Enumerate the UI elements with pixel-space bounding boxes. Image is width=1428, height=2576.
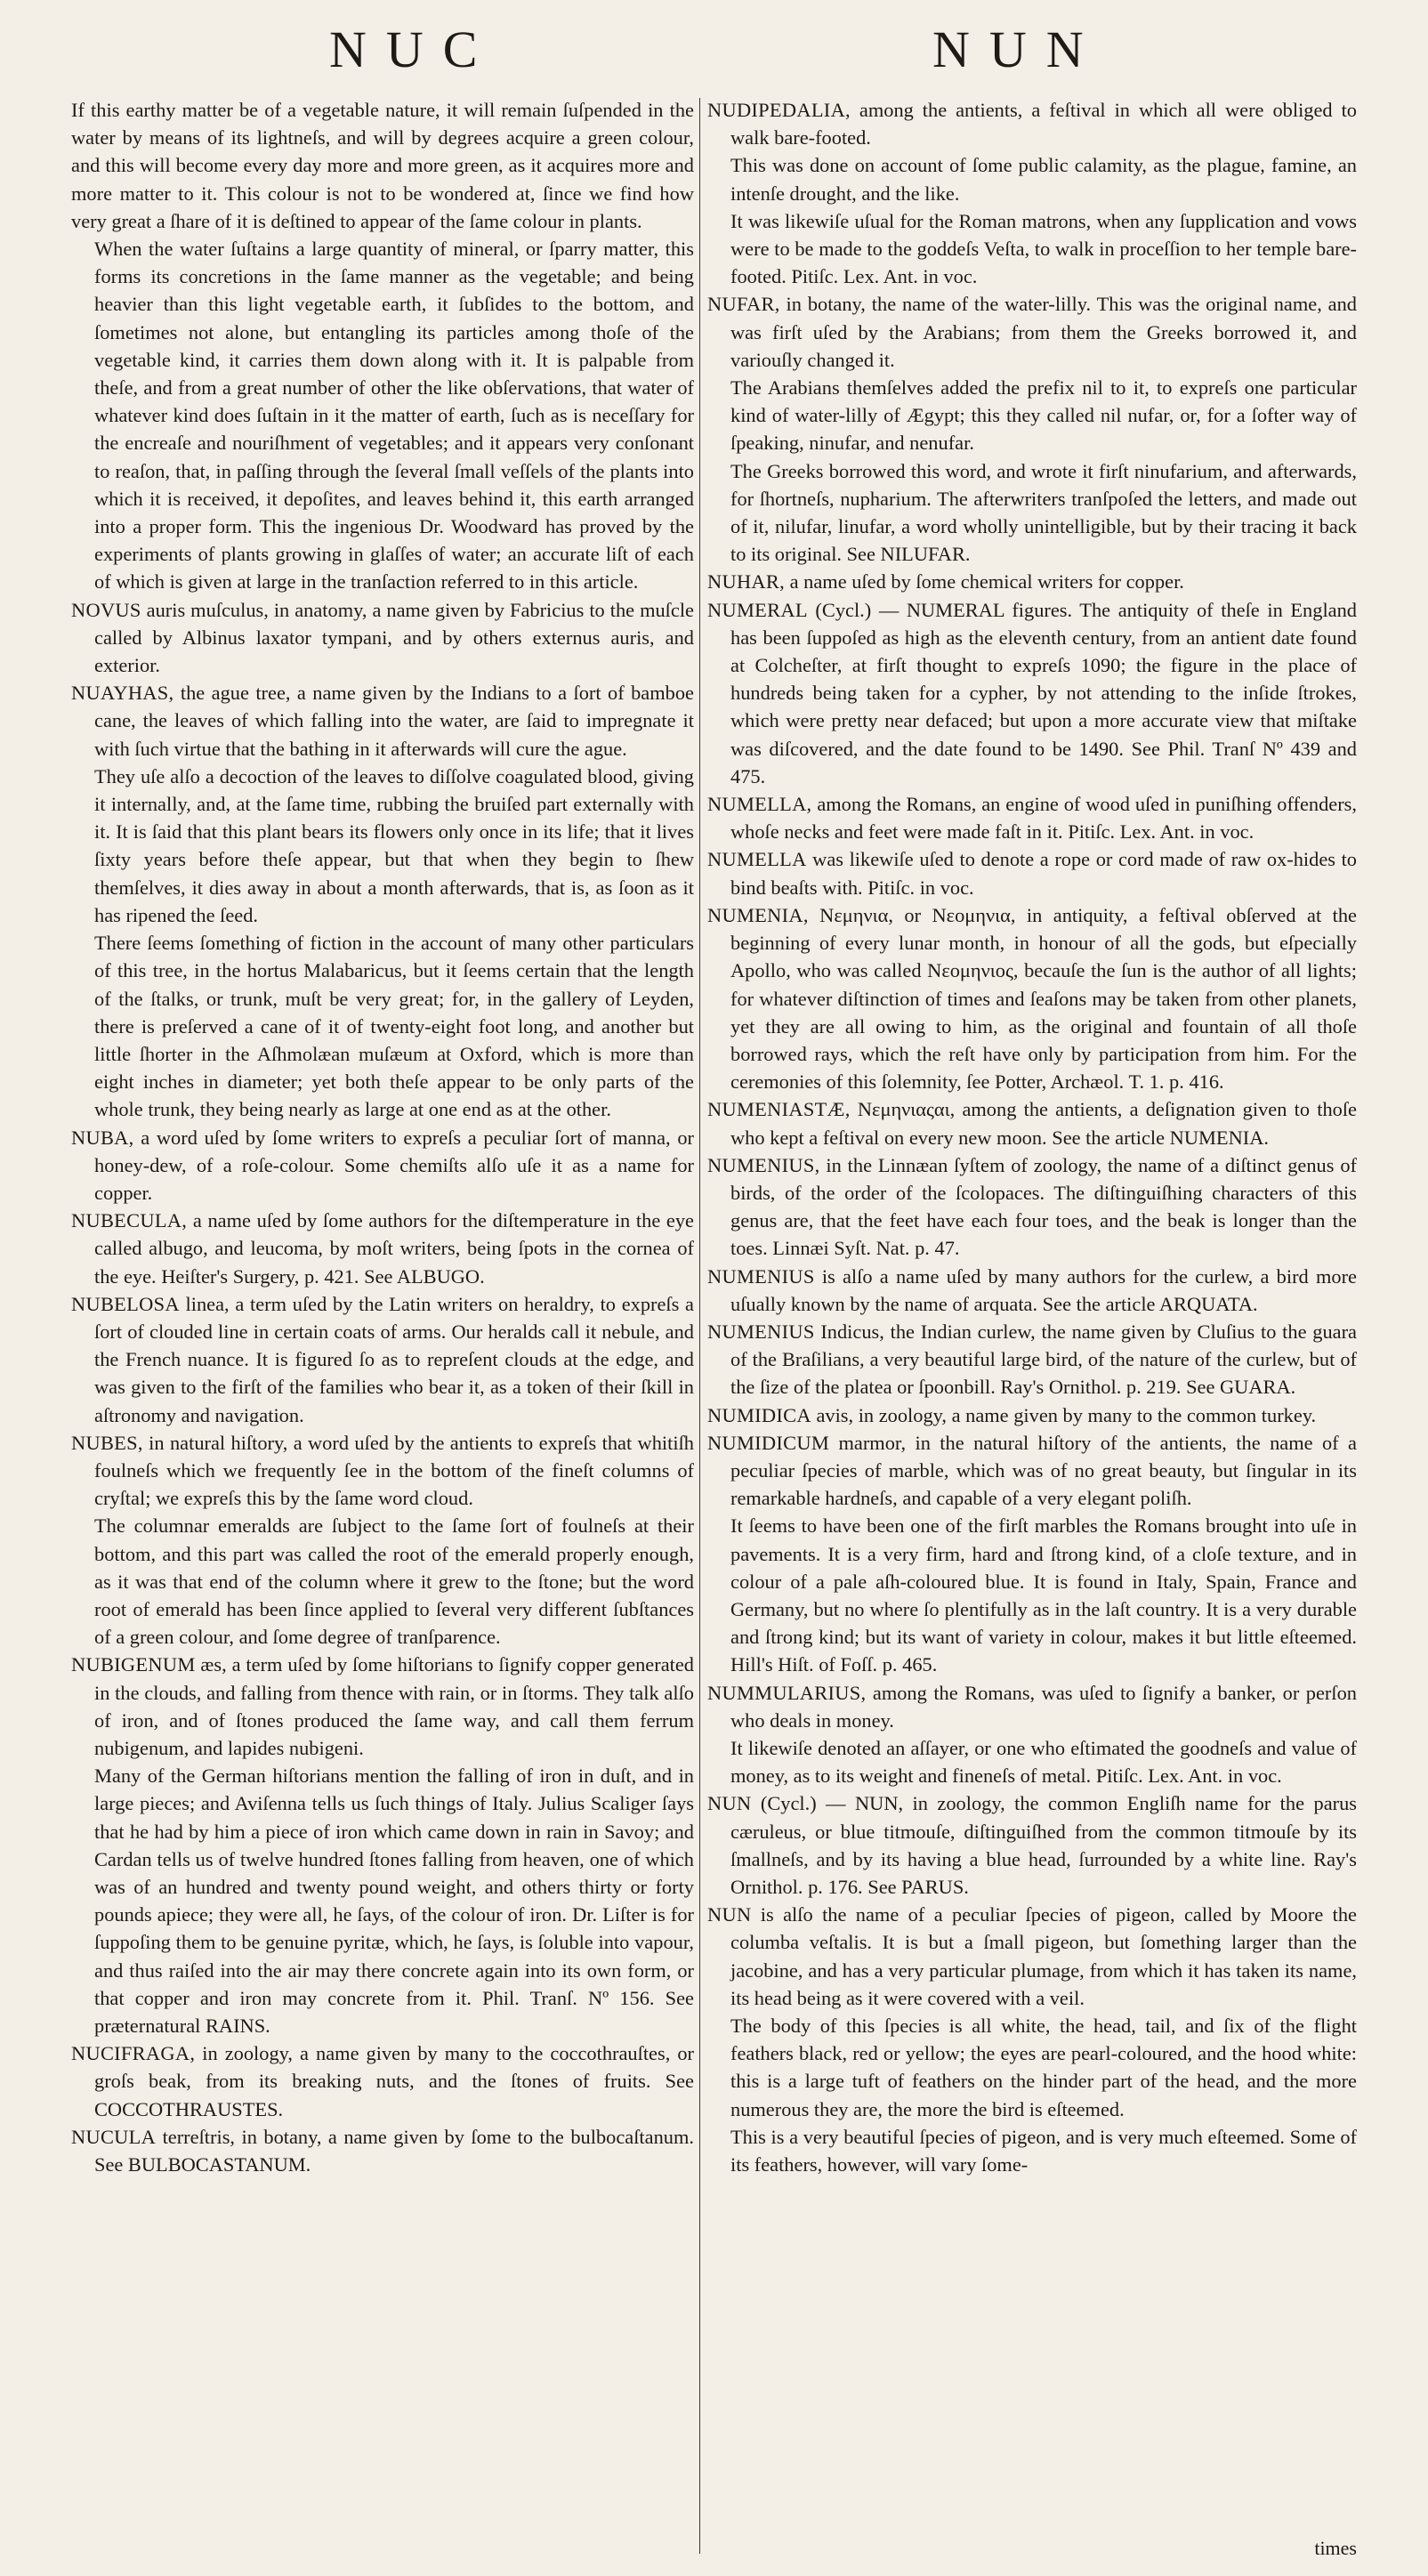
entry-headword: NUMERAL	[707, 598, 808, 621]
entry-text: marmor, in the natural hiſtory of the antients, the name of a peculiar ſpecies of marble, which was of no great beauty, but ſingular in its remarkable hardneſs, and capable of a very elegant poliſh.	[730, 1431, 1357, 1510]
dictionary-entry	[707, 568, 1357, 595]
dictionary-entry	[707, 1429, 1357, 1513]
entry-headword: NUMELLA,	[707, 793, 812, 816]
entry-paragraph: It was likewiſe uſual for the Roman matrons, when any ſupplication and vows were to be made to the goddeſs Veſta, to walk in proceſſion to her temple bare-footed. Pitiſc. Lex. Ant. in voc.	[730, 209, 1357, 288]
entry-headword: NUAYHAS,	[71, 682, 174, 705]
dictionary-entry	[707, 790, 1357, 845]
right-column	[707, 96, 1357, 2178]
entry-paragraph: It ſeems to have been one of the firſt marbles the Romans brought into uſe in pavements. It is a very firm, hard and ſtrong kind, of a cloſe texture, and in colour of a pale aſh-coloured blue. It is found in Italy, Spain, France and Germany, but no where ſo plentifully as in the laſt country. It is a very durable and ſtrong kind; but its want of variety in colour, makes it but little eſteemed. Hill's Hiſt. of Foſſ. p. 465.	[730, 1514, 1357, 1676]
entry-headword: NUMENIUS	[707, 1320, 815, 1343]
entry-text: æs, a term uſed by ſome hiſtorians to ſignify copper generated in the clouds, and falling from thence with rain, or in ſtorms. They talk alſo of iron, and of ſtones produced the ſame way, and call them ferrum nubigenum, and lapides nubigeni.	[94, 1653, 694, 1759]
entry-text: among the Romans, was uſed to ſignify a banker, or perſon who deals in money.	[730, 1681, 1357, 1732]
entry-text: in the Linnæan ſyſtem of zoology, the name of a diſtinct genus of birds, of the order of the ſcolopaces. The diſtinguiſhing characters of this genus are, that the feet have each four toes, and the beak is longer than the toes. Linnæi Syſt. Nat. p. 47.	[730, 1153, 1357, 1260]
entry-paragraph: When the water ſuſtains a large quantity of mineral, or ſparry matter, this forms its concretions in the ſame manner as the vegetable; and being heavier than this light vegetable earth, it ſubſides to the bottom, and ſometimes not alone, but entangling its particles among thoſe of the vegetable kind, it carries them down along with it. It is palpable from theſe, and from a great number of other the like obſervations, that water of whatever kind does ſuſtain in it the matter of earth, ſuch as is neceſſary for the encreaſe and nouriſhment of vegetables; and it appears very conſonant to reaſon, that, in paſſing through the ſeveral ſmall veſſels of the plants into which it is received, it depoſites, and leaves behind it, this earth arranged into a proper form. This the ingenious Dr. Woodward has proved by the experiments of plants growing in glaſſes of water; an accurate liſt of each of which is given at large in the tranſaction referred to in this article.	[94, 238, 694, 594]
dictionary-entry	[707, 1901, 1357, 2012]
entry-text: is alſo the name of a peculiar ſpecies of pigeon, called by Moore the columba veſtalis. It is but a ſmall pigeon, but ſomething larger than the jacobine, and has a very particular plumage, from which it has taken its name, its head being as it were covered with a veil.	[730, 1903, 1357, 2009]
dictionary-entry	[707, 1263, 1357, 1318]
left-column	[71, 96, 694, 2178]
entry-paragraph: There ſeems ſomething of fiction in the account of many other particulars of this tree, in the hortus Malabaricus, but it ſeems certain that the length of the ſtalks, or trunk, muſt be very great; for, in the gallery of Leyden, there is preſerved a cane of it of twenty-eight foot long, and another but little ſhorter in the Aſhmolæan muſæum at Oxford, which is more than eight inches in diameter; yet both theſe appear to be only parts of the whole trunk, they being nearly as large at one end as at the other.	[94, 932, 694, 1121]
dictionary-entry	[71, 2039, 694, 2123]
entry-paragraph: Many of the German hiſtorians mention the falling of iron in duſt, and in large pieces; and Aviſenna tells us ſuch things of Italy. Julius Scaliger ſays that he had by him a piece of iron which came down in rain in Savoy; and Cardan tells us of twelve hundred ſtones falling from heaven, one of which was of an hundred and twenty pound weight, and others thirty or forty pounds apiece; they were all, he ſays, of the colour of iron. Dr. Liſter is for ſuppoſing them to be genuine pyritæ, which, he ſays, is ſoluble into vapour, and thus raiſed into the air may there concrete again into its own form, or that copper and iron may concrete from it. Phil. Tranſ. Nº 156. See præternatural RAINS.	[94, 1764, 694, 2038]
entry-text: (Cycl.) — NUMERAL figures. The antiquity of theſe in England has been ſuppoſed as high as the eleventh century, from an antient date found at Colcheſter, at firſt thought to expreſs 1090; the figure in the place of hundreds being taken for a cypher, by not attending to the inſide ſtrokes, which were pretty near defaced; but upon a more accurate view that miſtake was diſcovered, and the date found to be 1490. See Phil. Tranſ Nº 439 and 475.	[730, 598, 1357, 787]
dictionary-entry	[71, 1290, 694, 1429]
entry-paragraph: This was done on account of ſome public calamity, as the plague, famine, an intenſe drought, and the like.	[730, 154, 1357, 205]
dictionary-entry	[707, 96, 1357, 151]
entry-text: avis, in zoology, a name given by many to the common turkey.	[811, 1403, 1317, 1426]
entry-text: the ague tree, a name given by the Indians to a ſort of bamboe cane, the leaves of which falling into the water, are ſaid to impregnate it with ſuch virtue that the bathing in it afterwards will cure the ague.	[94, 682, 694, 760]
entry-headword: NUFAR,	[707, 293, 780, 316]
dictionary-entry	[707, 901, 1357, 1095]
entry-paragraph: It likewiſe denoted an aſſayer, or one who eſtimated the goodneſs and value of money, as to its weight and fineneſs of metal. Pitiſc. Lex. Ant. in voc.	[730, 1736, 1357, 1788]
dictionary-entry	[707, 1318, 1357, 1401]
dictionary-entry	[707, 1789, 1357, 1901]
entry-text: (Cycl.) — NUN, in zoology, the common Engliſh name for the parus cæruleus, or blue titmouſe, diſtinguiſhed from the common titmouſe by its ſmallneſs, and by its having a blue head, ſurrounded by a white line. Ray's Ornithol. p. 176. See PARUS.	[730, 1792, 1357, 1898]
entry-text: in natural hiſtory, a word uſed by the antients to expreſs that whitiſh foulneſs which we frequently ſee in the bottom of the fineſt columns of cryſtal; we expreſs this by the ſame word cloud.	[94, 1431, 694, 1510]
entry-headword: NOVUS	[71, 598, 141, 621]
entry-headword: NUN	[707, 1903, 752, 1926]
entry-text: Indicus, the Indian curlew, the name given by Cluſius to the guara of the Braſilians, a very beautiful large bird, of the nature of the curlew, but of the ſize of the platea or ſpoonbill. Ray's Ornithol. p. 219. See GUARA.	[730, 1320, 1357, 1399]
entry-text: linea, a term uſed by the Latin writers on heraldry, to expreſs a ſort of clouded line in certain coats of arms. Our heralds call it nebule, and the French nuance. It is figured ſo as to repreſent clouds at the edge, and was given to the firſt of the families who bear it, as a token of their ſkill in aſtronomy and navigation.	[94, 1292, 694, 1426]
entry-headword: NUMENIUS	[707, 1264, 815, 1288]
entry-headword: NUBECULA,	[71, 1209, 188, 1232]
dictionary-entry	[707, 290, 1357, 374]
entry-paragraph: The Greeks borrowed this word, and wrote it firſt ninufarium, and afterwards, for ſhortneſs, nupharium. The afterwriters tranſpoſed the letters, and made out of it, nilufar, linufar, a word wholly unintelligible, but by their tracing it back to its original. See NILUFAR.	[730, 459, 1357, 566]
dictionary-entry	[71, 1124, 694, 1207]
entry-headword: NUMELLA	[707, 848, 807, 871]
entry-headword: NUBIGENUM	[71, 1653, 196, 1676]
entry-headword: NUMENIUS,	[707, 1153, 820, 1176]
entry-text: in botany, the name of the water-lilly. This was the original name, and was firſt uſed by the Arabians; from them the Greeks borrowed it, and variouſly changed it.	[730, 293, 1357, 371]
dictionary-entry	[707, 1095, 1357, 1151]
dictionary-entry	[71, 1651, 694, 1762]
dictionary-entry	[71, 1207, 694, 1290]
entry-headword: NUBELOSA	[71, 1292, 180, 1315]
entry-headword: NUMENIASTÆ,	[707, 1098, 851, 1121]
dictionary-entry	[707, 1151, 1357, 1263]
dictionary-entry	[71, 679, 694, 763]
dictionary-entry	[707, 1679, 1357, 1734]
dictionary-entry	[707, 1401, 1357, 1429]
entry-headword: NUMIDICA	[707, 1403, 811, 1426]
entry-text: among the Romans, an engine of wood uſed in puniſhing offenders, whoſe necks and feet were made faſt in it. Pitiſc. Lex. Ant. in voc.	[730, 793, 1357, 844]
entry-paragraph: They uſe alſo a decoction of the leaves to diſſolve coagulated blood, giving it internally, and, at the ſame time, rubbing the bruiſed part externally with it. It is ſaid that this plant bears its flowers only once in its life; that it lives ſixty years before theſe appear, but that when they begin to ſhew themſelves, it dies away in about a month afterwards, that is, as ſoon as it has ripened the ſeed.	[94, 764, 694, 926]
entry-text: a name uſed by ſome authors for the diſtemperature in the eye called albugo, and leucoma, by moſt writers, being ſpots in the cornea of the eye. Heiſter's Surgery, p. 421. See ALBUGO.	[94, 1209, 694, 1288]
entry-text: a word uſed by ſome writers to expreſs a peculiar ſort of manna, or honey-dew, of a roſe-colour. Some chemiſts alſo uſe it as a name for copper.	[94, 1126, 694, 1204]
dictionary-entry	[707, 845, 1357, 900]
continued-text: If this earthy matter be of a vegetable nature, it will remain ſuſpended in the water by means of its lightneſs, and will by degrees acquire a green colour, and this will become every day more and more green, as it acquires more and more matter to it. This colour is not to be wondered at, ſince we find how very great a ſhare of it is deſtined to appear of the ſame colour in plants.	[71, 99, 694, 232]
entry-headword: NUCULA	[71, 2125, 157, 2148]
entry-text: a name uſed by ſome chemical writers for copper.	[785, 570, 1184, 594]
entry-headword: NUHAR,	[707, 570, 786, 594]
entry-text: is alſo a name uſed by many authors for the curlew, a bird more uſually known by the name of arquata. See the article ARQUATA.	[730, 1264, 1357, 1315]
column-rule	[699, 98, 700, 2554]
entry-text: terreſtris, in botany, a name given by ſome to the bulbocaſtanum. See BULBOCASTANUM.	[94, 2125, 694, 2176]
entry-headword: NUMENIA,	[707, 903, 809, 926]
entry-headword: NUMMULARIUS,	[707, 1681, 867, 1704]
entry-text: Νεμηνια, or Νεομηνια, in antiquity, a feſtival obſerved at the beginning of every lunar month, in honour of all the gods, but eſpecially Apollo, who was called Νεομηνιος, becauſe the ſun is the author of all lights; for whatever diſtinction of times and ſeaſons may be taken from other planets, yet they are all owing to him, as the original and fountain of all thoſe borrowed rays, which the reſt have only by participation from him. For the ceremonies of this ſolemnity, ſee Potter, Archæol. T. 1. p. 416.	[730, 903, 1357, 1094]
entry-text: Νεμηνιαςαι, among the antients, a deſignation given to thoſe who kept a feſtival on every new moon. See the article NUMENIA.	[730, 1098, 1357, 1149]
entry-text: among the antients, a feſtival in which all were obliged to walk bare-footed.	[730, 99, 1357, 149]
entry-headword: NUBES,	[71, 1431, 143, 1454]
entry-headword: NUCIFRAGA,	[71, 2042, 196, 2065]
catchword: times	[1314, 2537, 1357, 2559]
dictionary-entry	[71, 596, 694, 680]
entry-paragraph: The Arabians themſelves added the prefix nil to it, to expreſs one particular kind of water-lilly of Ægypt; this they called nil nufar, or, for a ſofter way of ſpeaking, ninufar, and nenufar.	[730, 376, 1357, 455]
running-head-left: NUC	[329, 20, 497, 78]
entry-text: in zoology, a name given by many to the coccothrauſtes, or groſs beak, from its breaking nuts, and the ſtones of fruits. See COCCOTHRAUSTES.	[94, 2042, 694, 2120]
entry-headword: NUMIDICUM	[707, 1431, 830, 1454]
dictionary-entry	[707, 596, 1357, 790]
entry-headword: NUBA,	[71, 1126, 134, 1149]
entry-paragraph: This is a very beautiful ſpecies of pigeon, and is very much eſteemed. Some of its feathers, however, will vary ſome-	[730, 2125, 1357, 2176]
entry-paragraph: The columnar emeralds are ſubject to the ſame ſort of foulneſs at their bottom, and this part was called the root of the emerald properly enough, as it was that end of the column where it grew to the ſtone; but the word root of emerald has been ſince applied to ſeveral very different ſubſtances of a green colour, and ſome degree of tranſparence.	[94, 1514, 694, 1649]
entry-paragraph: The body of this ſpecies is all white, the head, tail, and ſix of the flight feathers black, red or yellow; the eyes are pearl-coloured, and the hood white: this is a large tuft of feathers on the hinder part of the head, and the more numerous they are, the more the bird is eſteemed.	[730, 2015, 1357, 2120]
entry-headword: NUDIPEDALIA,	[707, 99, 851, 121]
entry-text: was likewiſe uſed to denote a rope or cord made of raw ox-hides to bind beaſts with. Pitiſc. in voc.	[730, 848, 1357, 899]
running-head-right: NUN	[932, 20, 1103, 78]
entry-text: auris muſculus, in anatomy, a name given by Fabricius to the muſcle called by Albinus laxator tympani, and by others externus auris, and exterior.	[94, 598, 694, 677]
dictionary-entry	[71, 2123, 694, 2178]
entry-headword: NUN	[707, 1792, 752, 1815]
dictionary-entry	[71, 1429, 694, 1513]
